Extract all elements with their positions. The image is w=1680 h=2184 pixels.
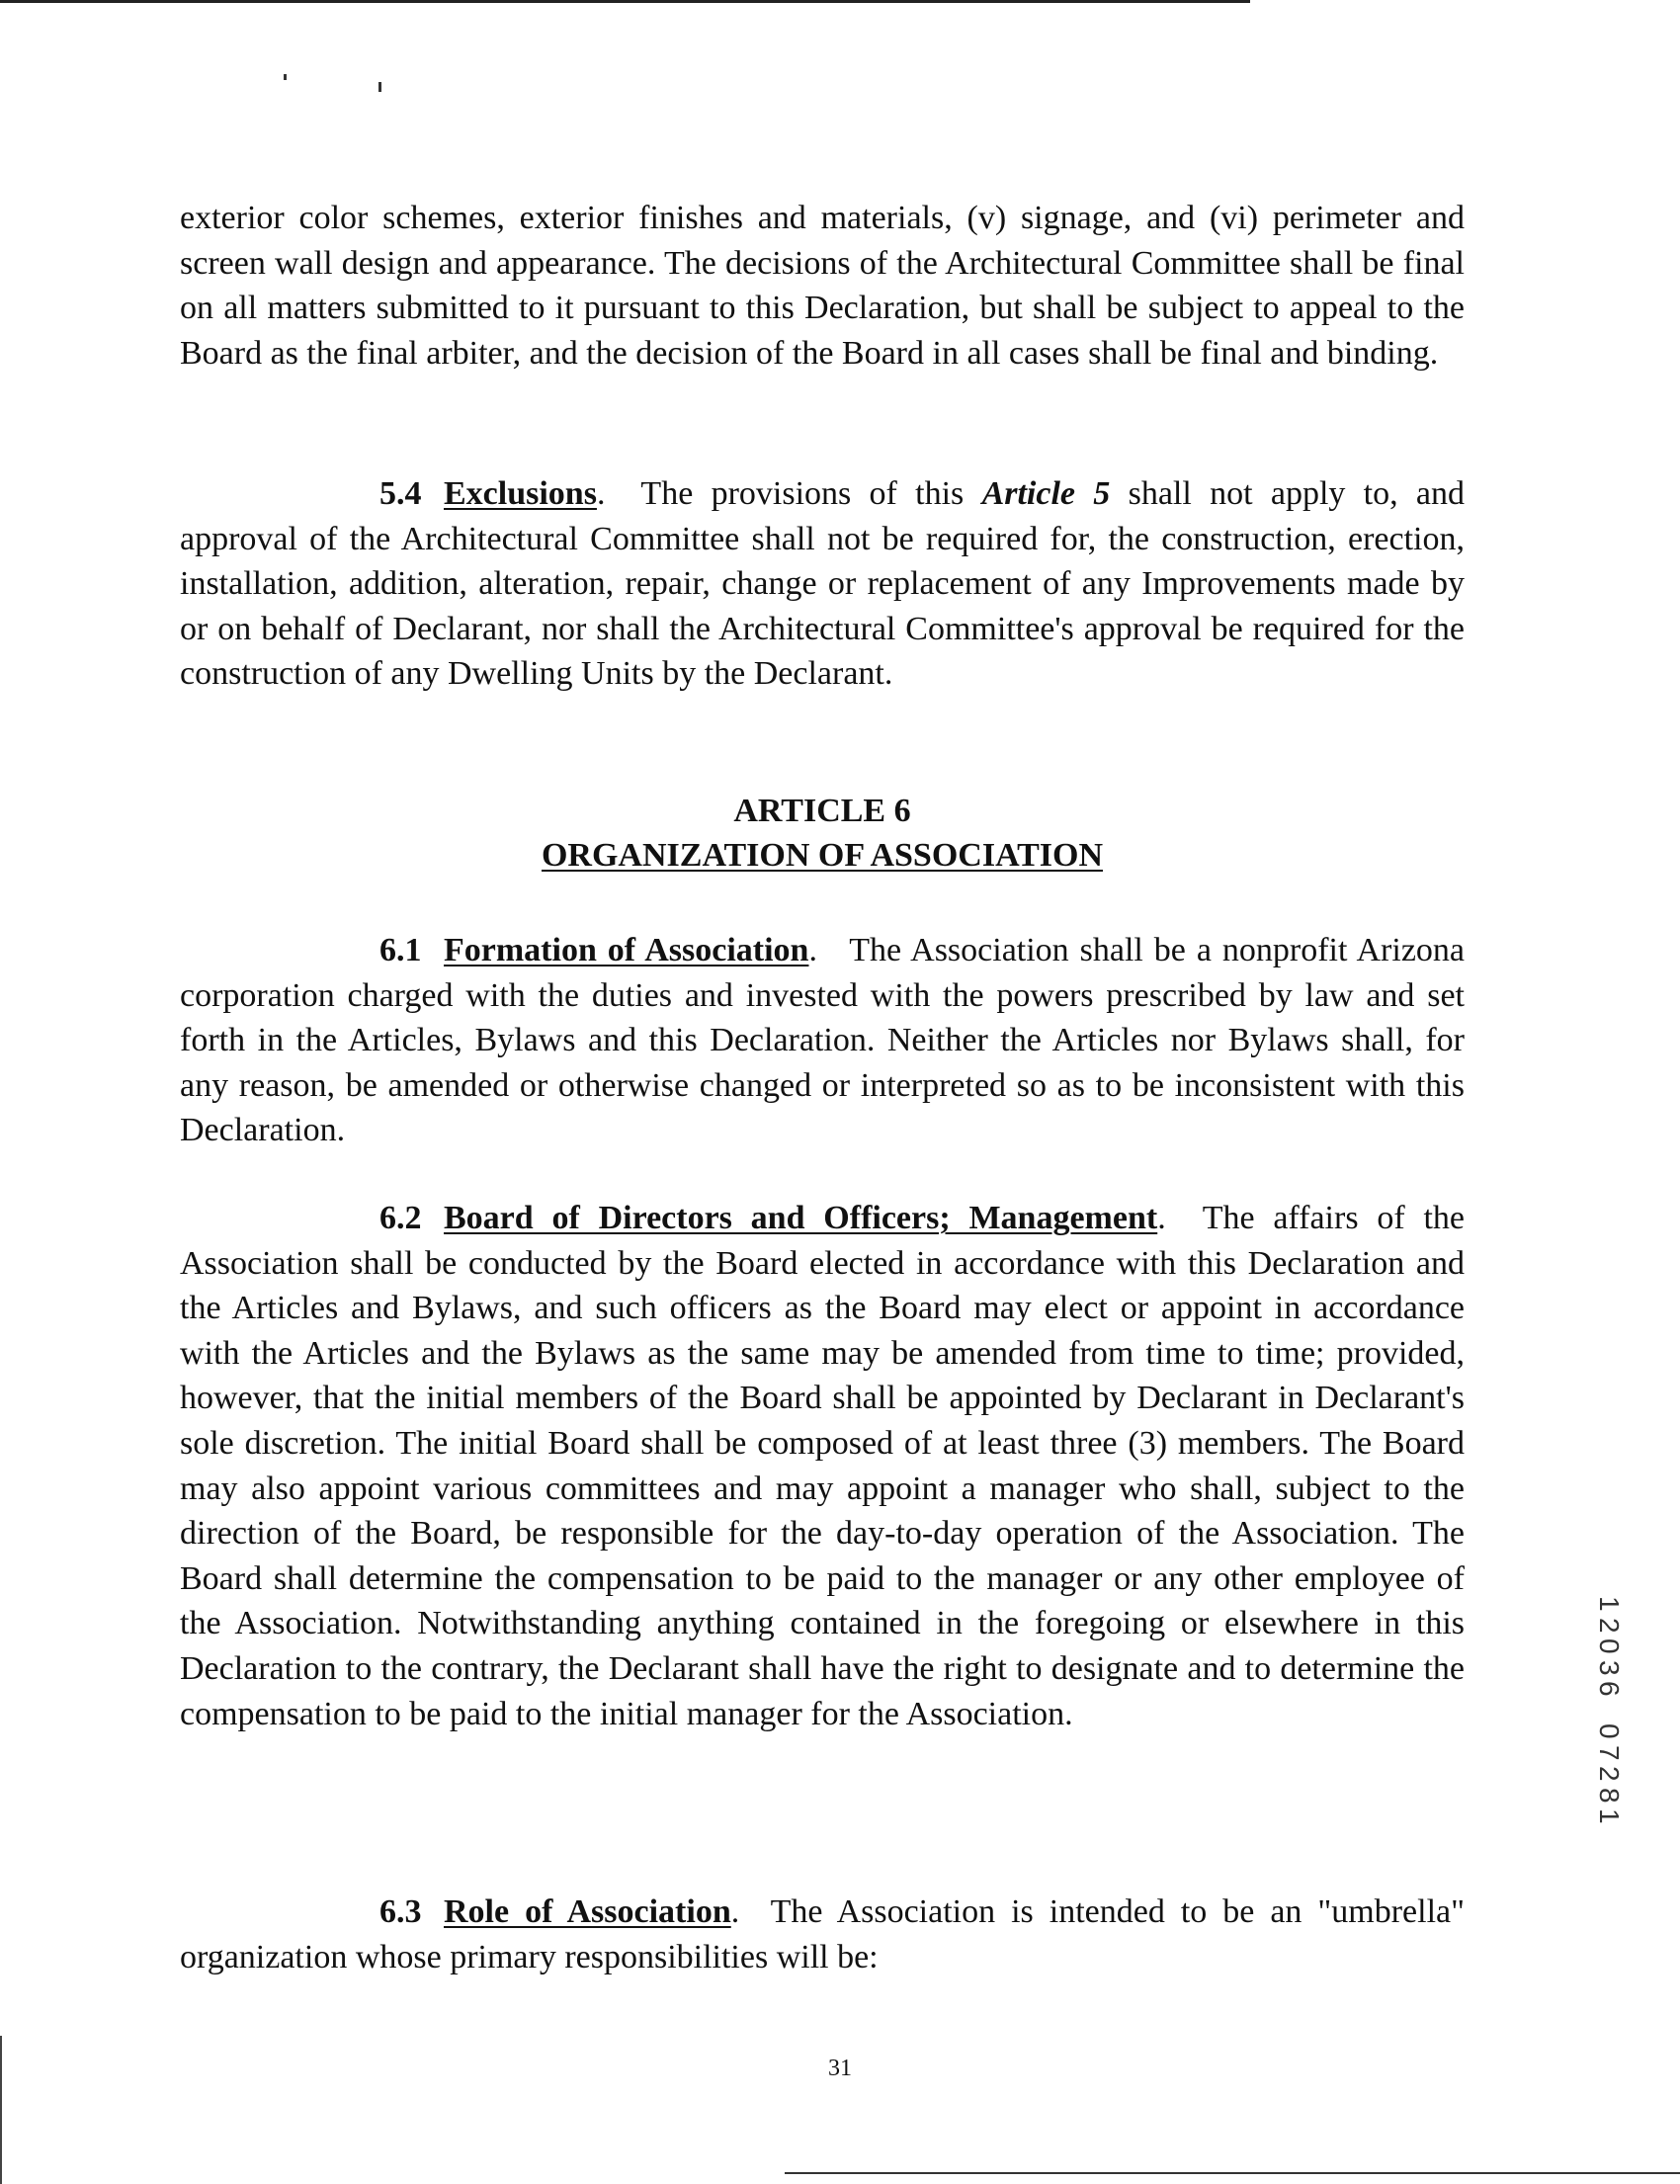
article-title: ORGANIZATION OF ASSOCIATION: [541, 837, 1104, 874]
section-5-4: 5.4 Exclusions. The provisions of this Article 5 shall not apply to, and approval of the Architectural Committee shall not be required for, the construction, erection, installation, addition, alteration, repair, change or replacement of any Improvements made by or on behalf of Declarant, nor shall the Architectural Committee's approval be required for the construction of any Dwelling Units by the Declarant.: [180, 471, 1465, 697]
scan-speck: [378, 82, 381, 92]
stamp-glyph: 0: [1593, 1722, 1625, 1739]
section-title: Role of Association: [444, 1893, 731, 1930]
section-number: 6.1: [379, 932, 422, 968]
stamp-glyph: 8: [1593, 1787, 1625, 1804]
section-title: Exclusions: [444, 475, 597, 512]
section-text-before: The provisions of this: [640, 475, 965, 512]
section-text: The Association is intended to be an "umbrella" organization whose primary responsibilities will be:: [180, 1893, 1465, 1975]
stamp-glyph: 3: [1593, 1659, 1625, 1676]
section-number: 6.2: [379, 1200, 422, 1236]
paragraph-continued: [180, 196, 1465, 376]
section-title: Board of Directors and Officers; Management: [444, 1200, 1158, 1236]
stamp-glyph: 7: [1593, 1744, 1625, 1761]
section-text: The affairs of the Association shall be conducted by the Board elected in accordance with this Declaration and the Articles and Bylaws, and such officers as the Board may elect or appoint in accordance with the Articles and the Bylaws as the same may be amended from time to time; provided, however, that the initial members of the Board shall be appointed by Declarant in Declarant's sole discretion. The initial Board shall be composed of at least three (3) members. The Board may also appoint various committees and may appoint a manager who shall, subject to the direction of the Board, be responsible for the day-to-day operation of the Association. The Board shall determine the compensation to be paid to the manager or any other employee of the Association. Notwithstanding anything contained in the foregoing or elsewhere in this Declaration to the contrary, the Declarant shall have the right to designate and to determine the compensation to be paid to the initial manager for the Association.: [180, 1200, 1465, 1732]
section-title: Formation of Association: [444, 932, 809, 968]
section-number: 5.4: [379, 475, 422, 512]
article-heading: [180, 789, 1465, 878]
section-6-3: 6.3 Role of Association. The Association is intended to be an "umbrella" organization whose primary responsibilities will be:: [180, 1890, 1465, 1979]
stamp-glyph: 2: [1593, 1617, 1625, 1634]
article-number: ARTICLE 6: [733, 793, 911, 829]
left-edge-mark: [0, 2036, 2, 2184]
stamp-glyph: 6: [1593, 1680, 1625, 1697]
page-number: 31: [828, 2056, 852, 2081]
stamp-glyph: 0: [1593, 1638, 1625, 1654]
stamp-glyph: 2: [1593, 1765, 1625, 1782]
stamp-glyph: 1: [1593, 1807, 1625, 1824]
article-reference: Article 5: [981, 475, 1111, 512]
stamp-glyph: 1: [1593, 1595, 1625, 1612]
section-text: The Association shall be a nonprofit Arizona corporation charged with the duties and invested with the powers prescribed by law and set forth in the Articles, Bylaws and this Declaration. Neither the Articles nor Bylaws shall, for any reason, be amended or otherwise changed or interpreted so as to be inconsistent with this Declaration.: [180, 932, 1465, 1149]
margin-recording-stamp: [1589, 1593, 1629, 1827]
top-border-line: [0, 0, 1250, 3]
scan-speck: [284, 74, 287, 80]
section-6-1: 6.1 Formation of Association. The Association shall be a nonprofit Arizona corporation charged with the duties and invested with the powers prescribed by law and set forth in the Articles, Bylaws and this Declaration. Neither the Articles nor Bylaws shall, for any reason, be amended or otherwise changed or interpreted so as to be inconsistent with this Declaration.: [180, 928, 1465, 1153]
section-text-after: shall not apply to, and approval of the Architectural Committee shall not be required for, the construction, erection, installation, addition, alteration, repair, change or replacement of any Improvements made by or on behalf of Declarant, nor shall the Architectural Committee's approval be required for the construction of any Dwelling Units by the Declarant.: [180, 475, 1466, 693]
section-6-2: 6.2 Board of Directors and Officers; Management. The affairs of the Association shall be conducted by the Board elected in accordance with this Declaration and the Articles and Bylaws, and such officers as the Board may elect or appoint in accordance with the Articles and the Bylaws as the same may be amended from time to time; provided, however, that the initial members of the Board shall be appointed by Declarant in Declarant's sole discretion. The initial Board shall be composed of at least three (3) members. The Board may also appoint various committees and may appoint a manager who shall, subject to the direction of the Board, be responsible for the day-to-day operation of the Association. The Board shall determine the compensation to be paid to the manager or any other employee of the Association. Notwithstanding anything contained in the foregoing or elsewhere in this Declaration to the contrary, the Declarant shall have the right to designate and to determine the compensation to be paid to the initial manager for the Association.: [180, 1196, 1465, 1736]
section-number: 6.3: [379, 1893, 422, 1930]
paragraph-text: exterior color schemes, exterior finishes and materials, (v) signage, and (vi) perimeter and screen wall design and appearance. The decisions of the Architectural Committee shall be final on all matters submitted to it pursuant to this Declaration, but shall be subject to appeal to the Board as the final arbiter, and the decision of the Board in all cases shall be final and binding.: [180, 200, 1465, 372]
bottom-border-line: [785, 2172, 1680, 2174]
